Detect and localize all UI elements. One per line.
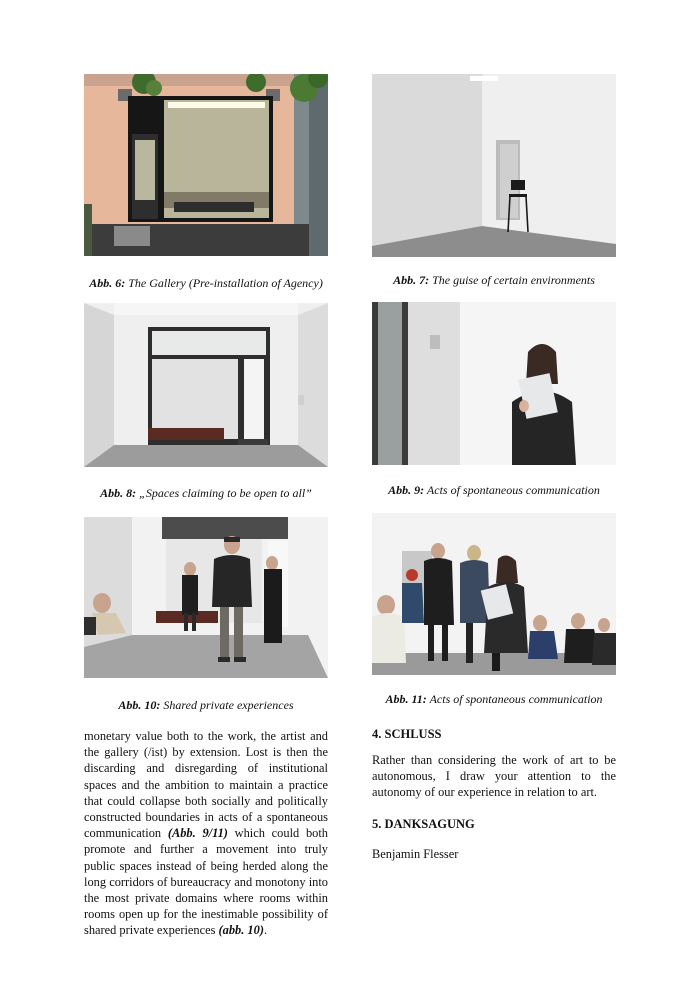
body-text-left-column <box>84 728 328 939</box>
caption-abb-10: Abb. 10: Shared private experiences <box>118 698 294 712</box>
figure-abb-8-photo <box>84 303 328 467</box>
caption-abb-11: Abb. 11: Acts of spontaneous communication <box>385 692 603 706</box>
figure-abb-10-photo <box>84 517 328 678</box>
figure-abb-6-photo <box>84 74 328 256</box>
figure-reference-abb-9-11: (Abb. 9/11) <box>167 826 228 841</box>
figure-abb-9-photo <box>372 302 616 465</box>
body-text-part: monetary value both to the work, the artist and the gallery (/ist) by extension. Lost is then the discarding and disregarding of institutional spaces and the ambition to maintain a practice that could collapse both socially and politically constructed boundaries in acts of a spontaneous communication <box>84 729 328 841</box>
caption-abb-8: Abb. 8: „Spaces claiming to be open to all” <box>100 486 312 500</box>
figure-abb-7-photo <box>372 74 616 257</box>
section-heading-danksagung: 5. DANKSAGUNG <box>372 817 475 831</box>
conclusion-paragraph: Rather than considering the work of art to be autonomous, I draw your attention to the autonomy of our experience in relation to art. <box>372 753 616 800</box>
caption-abb-9: Abb. 9: Acts of spontaneous communication <box>388 483 600 497</box>
figure-abb-11-photo <box>372 513 616 675</box>
thanks-name: Benjamin Flesser <box>372 847 459 861</box>
caption-abb-6: Abb. 6: The Gallery (Pre-installation of Agency) <box>89 276 323 290</box>
body-text-part: which could both promote and further a movement into truly public spaces instead of being herded along the long corridors of bureaucracy and monotony into the most private domains where rooms within rooms open up for the inestimable possibility of shared private experiences <box>84 826 328 938</box>
caption-abb-7: Abb. 7: The guise of certain environments <box>393 273 595 287</box>
figure-reference-abb-10: (abb. 10) <box>218 923 264 938</box>
body-text-period: . <box>263 923 268 938</box>
section-heading-schluss: 4. SCHLUSS <box>372 727 442 741</box>
